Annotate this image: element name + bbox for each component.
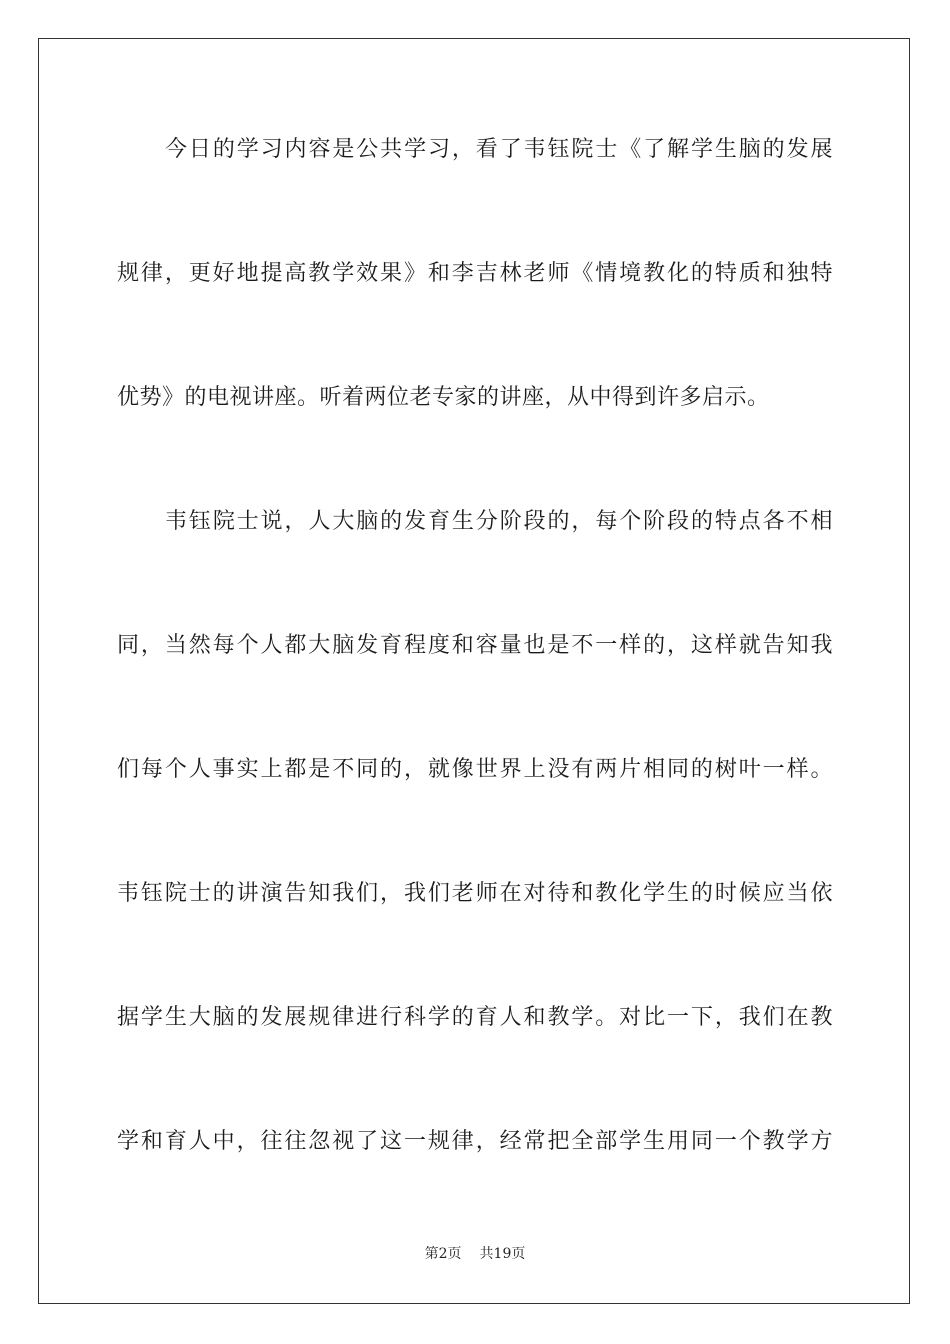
page-footer: [0, 1245, 950, 1263]
paragraph-1-line-1: 今日的学习内容是公共学习，看了韦钰院士《了解学生脑的发展: [165, 137, 833, 162]
paragraph-1-line-3: 优势》的电视讲座。听着两位老专家的讲座，从中得到许多启示。: [117, 385, 770, 410]
page-number: 第2页: [424, 1246, 462, 1262]
paragraph-2-line-6: 学和育人中，往往忽视了这一规律，经常把全部学生用同一个教学方: [117, 1129, 833, 1154]
page-total: 共19页: [479, 1246, 526, 1262]
paragraph-2-line-4: 韦钰院士的讲演告知我们，我们老师在对待和教化学生的时候应当依: [117, 881, 833, 906]
paragraph-2-line-3: 们每个人事实上都是不同的，就像世界上没有两片相同的树叶一样。: [117, 757, 833, 782]
paragraph-1-line-2: 规律，更好地提高教学效果》和李吉林老师《情境教化的特质和独特: [117, 261, 833, 286]
paragraph-2-line-2: 同，当然每个人都大脑发育程度和容量也是不一样的，这样就告知我: [117, 633, 833, 658]
paragraph-2-line-1: 韦钰院士说，人大脑的发育生分阶段的，每个阶段的特点各不相: [165, 509, 833, 534]
page-border: [38, 38, 910, 1304]
paragraph-2-line-5: 据学生大脑的发展规律进行科学的育人和教学。对比一下，我们在教: [117, 1005, 833, 1030]
